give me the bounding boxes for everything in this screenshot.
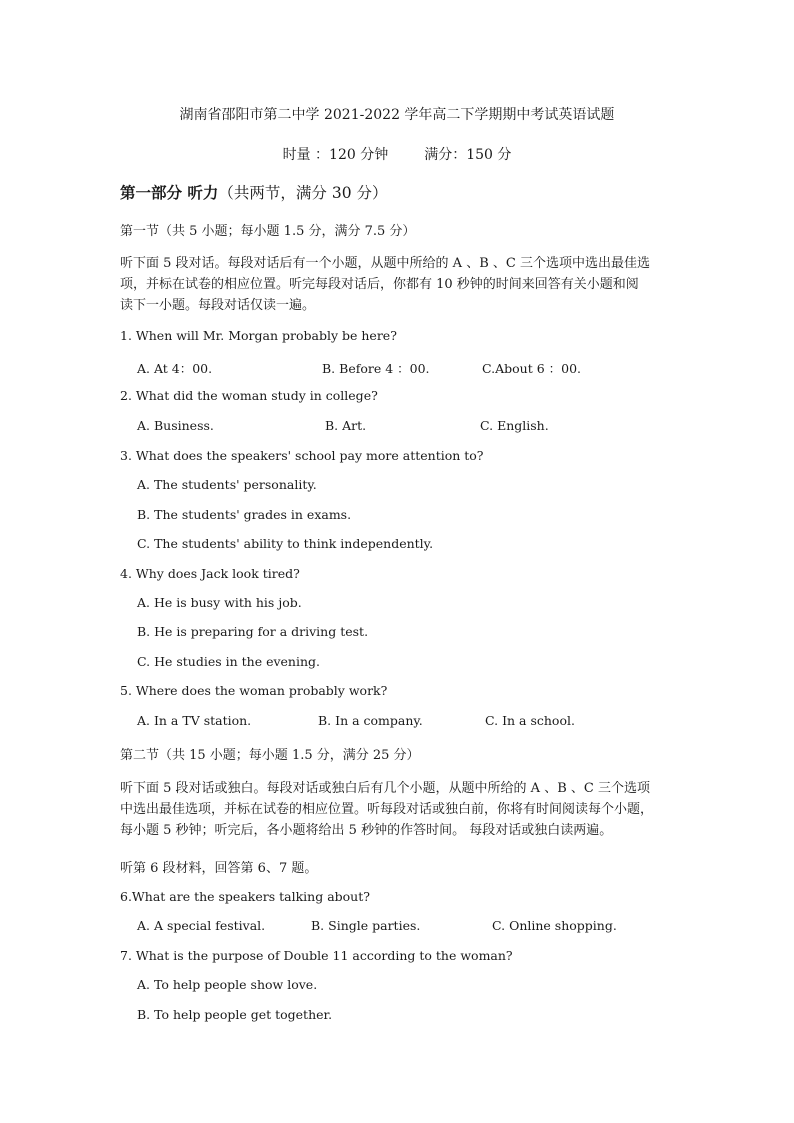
question-5: 5. Where does the woman probably work? [120, 683, 388, 698]
question-5-option-a: A. In a TV station. [137, 713, 252, 728]
question-6-option-a: A. A special festival. [137, 918, 266, 933]
question-5-option-c: C. In a school. [485, 713, 575, 728]
exam-meta [0, 144, 794, 164]
question-3-option-c: C. The students' ability to think independently. [137, 536, 434, 551]
question-6-option-b: B. Single parties. [311, 918, 421, 933]
part-heading-title: 第一部分 听力 [120, 183, 219, 202]
exam-time: 时量 ：120 分钟 [282, 147, 389, 163]
question-5-option-b: B. In a company. [318, 713, 423, 728]
question-7-option-b: B. To help people get together. [137, 1007, 333, 1022]
question-7: 7. What is the purpose of Double 11 according to the woman? [120, 948, 513, 963]
instruction-line: 听下面 5 段对话或独白。每段对话或独白后有几个小题，从题中所给的 A 、B 、C 三个选项 [120, 781, 650, 796]
section1-heading: 第一节（共 5 小题；每小题 1.5 分，满分 7.5 分） [120, 224, 416, 239]
question-3: 3. What does the speakers' school pay more attention to? [120, 448, 484, 463]
question-4-option-c: C. He studies in the evening. [137, 654, 321, 669]
question-1: 1. When will Mr. Morgan probably be here? [120, 328, 397, 343]
question-2-option-c: C. English. [480, 418, 549, 433]
section2-instructions [120, 778, 680, 841]
question-7-option-a: A. To help people show love. [137, 977, 318, 992]
question-2-option-a: A. Business. [137, 418, 214, 433]
instruction-line: 每小题 5 秒钟；听完后，各小题将给出 5 秒钟的作答时间。 每段对话或独白读两遍。 [120, 823, 613, 838]
question-1-option-c: C.About 6 ：00. [482, 361, 581, 376]
question-6-option-c: C. Online shopping. [492, 918, 617, 933]
question-6: 6.What are the speakers talking about? [120, 889, 370, 904]
section2-heading: 第二节（共 15 小题；每小题 1.5 分，满分 25 分） [120, 748, 420, 763]
exam-title: 湖南省邵阳市第二中学 2021-2022 学年高二下学期期中考试英语试题 [179, 107, 615, 123]
section1-instructions [120, 253, 680, 316]
question-4-option-a: A. He is busy with his job. [137, 595, 302, 610]
question-1-option-b: B. Before 4 ：00. [322, 361, 430, 376]
question-3-option-a: A. The students' personality. [137, 477, 317, 492]
question-4-option-b: B. He is preparing for a driving test. [137, 624, 369, 639]
instruction-line: 项，并标在试卷的相应位置。听完每段对话后，你都有 10 秒钟的时间来回答有关小题和阅 [120, 277, 639, 292]
question-1-option-a: A. At 4：00. [137, 361, 213, 376]
exam-score: 满分：150 分 [424, 147, 512, 163]
instruction-line: 读下一小题。每段对话仅读一遍。 [120, 298, 316, 313]
instruction-line: 听下面 5 段对话。每段对话后有一个小题，从题中所给的 A 、B 、C 三个选项中选出最佳选 [120, 256, 650, 271]
instruction-line: 中选出最佳选项，并标在试卷的相应位置。听每段对话或独白前，你将有时间阅读每个小题， [120, 802, 654, 817]
part-heading [120, 181, 387, 203]
question-2: 2. What did the woman study in college? [120, 388, 378, 403]
part-heading-sub: （共两节，满分 30 分） [218, 184, 388, 202]
question-2-option-b: B. Art. [325, 418, 367, 433]
question-3-option-b: B. The students' grades in exams. [137, 507, 352, 522]
material-note: 听第 6 段材料，回答第 6、7 题。 [120, 861, 318, 876]
question-4: 4. Why does Jack look tired? [120, 566, 300, 581]
